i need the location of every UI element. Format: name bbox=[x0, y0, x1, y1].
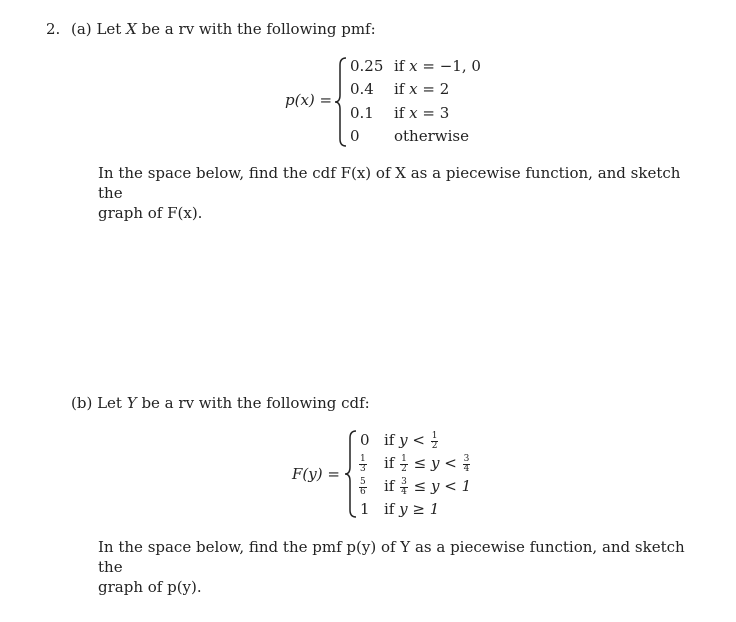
pmf-case-condition: otherwise bbox=[394, 127, 469, 145]
part-b-instruction bbox=[98, 537, 698, 597]
cdf-case-value bbox=[358, 477, 368, 497]
part-b-heading bbox=[71, 396, 370, 411]
cond-if: if bbox=[394, 104, 405, 122]
cond-var: x bbox=[409, 104, 418, 122]
part-a-instruction-line2: graph of F(x). bbox=[98, 204, 203, 222]
pmf-case-value: 0.1 bbox=[350, 104, 374, 122]
cond-text: y < bbox=[399, 431, 425, 449]
cond-rhs: = 3 bbox=[422, 104, 450, 122]
cond-text: y ≥ 1 bbox=[399, 500, 440, 518]
cond-if: if bbox=[384, 431, 395, 449]
cond-if: if bbox=[394, 57, 405, 75]
cond-var: x bbox=[409, 80, 418, 98]
pmf-lhs: p(x) = bbox=[285, 91, 333, 109]
fraction: $\frac{1}{3}$ bbox=[360, 453, 366, 474]
cdf-case-value: 1 bbox=[360, 500, 370, 518]
part-b-intro-after: be a rv with the following cdf: bbox=[141, 394, 370, 412]
part-b-instruction-line1: In the space below, find the pmf p(y) of Y as a piecewise function, and sketch the bbox=[98, 538, 685, 576]
cond-if: if bbox=[394, 80, 405, 98]
cdf-case-value: 0 bbox=[360, 431, 370, 449]
cond-rhs: = −1, 0 bbox=[422, 57, 481, 75]
cdf-case-condition bbox=[384, 431, 439, 451]
fraction: $\frac{3}{4}$ bbox=[401, 476, 407, 497]
fraction: $\frac{3}{4}$ bbox=[463, 453, 470, 474]
part-b-instruction-line2: graph of p(y). bbox=[98, 578, 202, 596]
part-a-intro-before: Let bbox=[96, 20, 122, 38]
part-b-intro-before: Let bbox=[97, 394, 122, 412]
part-a-var: X bbox=[126, 20, 137, 38]
part-a-heading bbox=[71, 22, 376, 37]
cdf-case-condition bbox=[384, 477, 471, 497]
cond-text: ≤ y < 1 bbox=[413, 477, 472, 495]
pmf-case-condition bbox=[394, 59, 481, 74]
cond-var: x bbox=[409, 57, 418, 75]
problem-number: 2. bbox=[46, 20, 61, 38]
pmf-case-condition bbox=[394, 82, 449, 97]
cdf-case-condition bbox=[384, 502, 439, 517]
part-a-instruction-line1: In the space below, find the cdf F(x) of X as a piecewise function, and sketch the bbox=[98, 164, 681, 202]
pmf-case-condition bbox=[394, 106, 449, 121]
cdf-lhs: F(y) = bbox=[292, 465, 340, 483]
part-b-label: (b) bbox=[71, 394, 93, 412]
cdf-case-value bbox=[358, 454, 368, 474]
part-a-label: (a) bbox=[71, 20, 92, 38]
cond-if: if bbox=[384, 500, 395, 518]
fraction: $\frac{1}{2}$ bbox=[401, 453, 407, 474]
cond-text: ≤ y < bbox=[413, 454, 457, 472]
part-b-var: Y bbox=[126, 394, 137, 412]
fraction: $\frac{1}{2}$ bbox=[431, 430, 438, 451]
cond-if: if bbox=[384, 454, 395, 472]
pmf-case-value: 0 bbox=[350, 127, 360, 145]
cond-if: if bbox=[384, 477, 395, 495]
left-brace-icon bbox=[334, 57, 348, 147]
left-brace-icon bbox=[344, 430, 358, 518]
fraction: $\frac{5}{6}$ bbox=[360, 476, 366, 497]
cdf-case-condition bbox=[384, 454, 471, 474]
part-a-intro-after: be a rv with the following pmf: bbox=[141, 20, 376, 38]
cond-rhs: = 2 bbox=[422, 80, 450, 98]
part-a-instruction bbox=[98, 163, 698, 223]
pmf-case-value: 0.25 bbox=[350, 57, 384, 75]
pmf-case-value: 0.4 bbox=[350, 80, 374, 98]
